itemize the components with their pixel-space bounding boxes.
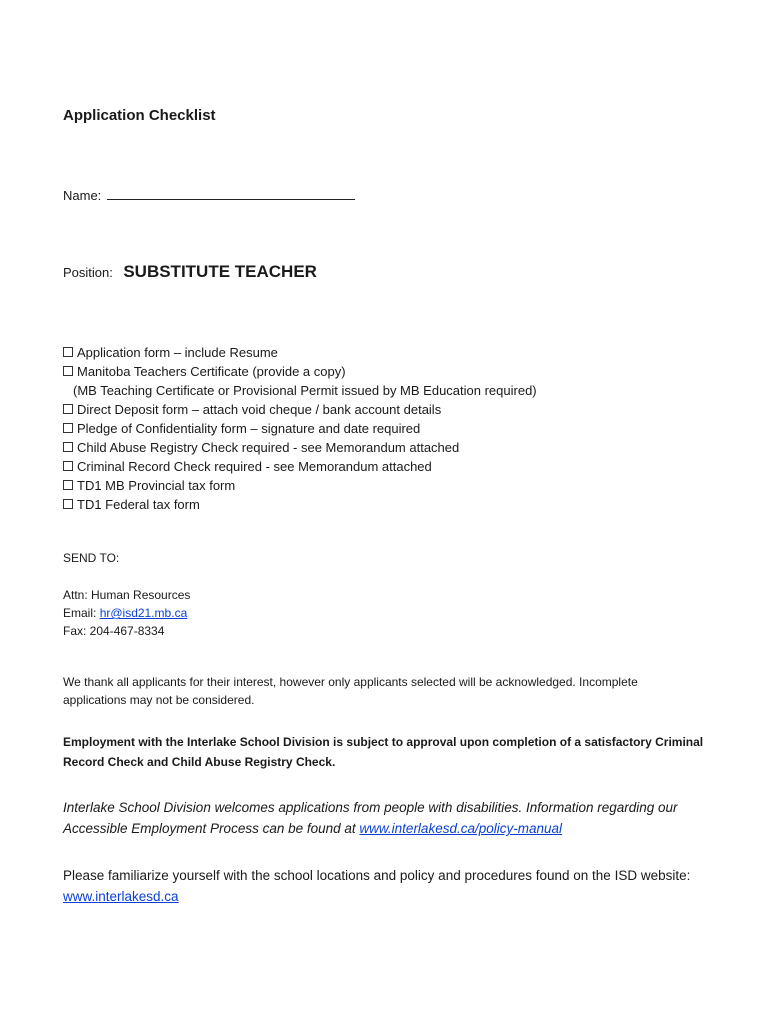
position-row bbox=[63, 262, 317, 282]
policy-manual-link[interactable]: www.interlakesd.ca/policy-manual bbox=[359, 821, 563, 836]
checklist-item: Manitoba Teachers Certificate (provide a copy) bbox=[63, 362, 537, 381]
familiarize-paragraph bbox=[63, 865, 723, 907]
checklist-item: Criminal Record Check required - see Memorandum attached bbox=[63, 457, 537, 476]
checkbox-icon bbox=[63, 347, 73, 357]
name-blank-line bbox=[107, 186, 355, 200]
certificate-note: (MB Teaching Certificate or Provisional Permit issued by MB Education required) bbox=[73, 383, 537, 398]
fax-line: Fax: 204-467-8334 bbox=[63, 624, 165, 638]
name-field-row bbox=[63, 186, 355, 203]
position-value: SUBSTITUTE TEACHER bbox=[123, 262, 317, 281]
checkbox-icon bbox=[63, 404, 73, 414]
send-to-heading: SEND TO: bbox=[63, 551, 120, 565]
checkbox-icon bbox=[63, 442, 73, 452]
checkbox-icon bbox=[63, 461, 73, 471]
checklist-item: TD1 Federal tax form bbox=[63, 495, 537, 514]
accessibility-text: Interlake School Division welcomes applications from people with disabilities. Information regarding our Accessible Employment Process can be found at bbox=[63, 800, 678, 836]
checklist-item: Application form – include Resume bbox=[63, 343, 537, 362]
website-link[interactable]: www.interlakesd.ca bbox=[63, 889, 179, 904]
contact-block bbox=[63, 586, 190, 640]
page-title: Application Checklist bbox=[63, 107, 216, 124]
attn-line: Attn: Human Resources bbox=[63, 588, 191, 602]
checkbox-icon bbox=[63, 423, 73, 433]
checkbox-icon bbox=[63, 480, 73, 490]
checklist-item: Pledge of Confidentiality form – signature and date required bbox=[63, 419, 537, 438]
checklist-item: Direct Deposit form – attach void cheque / bank account details bbox=[63, 400, 537, 419]
thanks-paragraph: We thank all applicants for their interest, however only applicants selected will be acknowledged. Incomplete applications may not be considered. bbox=[63, 675, 638, 707]
name-label: Name: bbox=[63, 188, 102, 203]
position-label: Position: bbox=[63, 265, 113, 280]
employment-notice: Employment with the Interlake School Division is subject to approval upon completion of a satisfactory Criminal Record Check and Child Abuse Registry Check. bbox=[63, 735, 704, 769]
email-line bbox=[63, 604, 190, 622]
email-link[interactable]: hr@isd21.mb.ca bbox=[99, 606, 188, 620]
email-label: Email: bbox=[63, 606, 97, 620]
checkbox-icon bbox=[63, 499, 73, 509]
familiarize-text: Please familiarize yourself with the school locations and policy and procedures found on the ISD website: bbox=[63, 868, 691, 883]
application-checklist bbox=[63, 343, 537, 514]
accessibility-paragraph bbox=[63, 797, 723, 839]
checkbox-icon bbox=[63, 366, 73, 376]
checklist-item: TD1 MB Provincial tax form bbox=[63, 476, 537, 495]
checklist-item: Child Abuse Registry Check required - see Memorandum attached bbox=[63, 438, 537, 457]
